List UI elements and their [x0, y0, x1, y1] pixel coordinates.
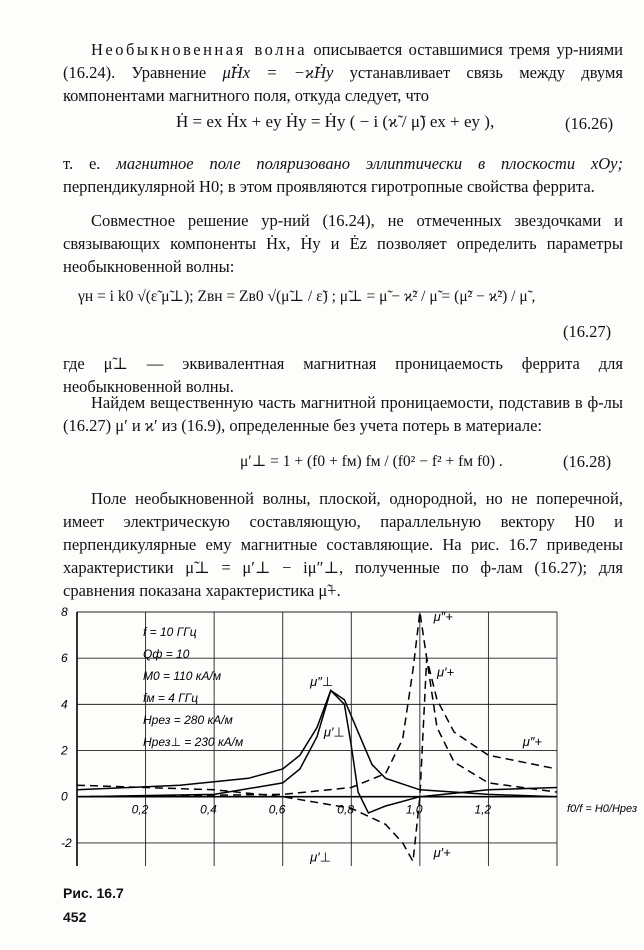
chart-ticks [60, 605, 491, 850]
curve-label: μ″+ [522, 733, 543, 749]
equation-number-16-27: (16.27) [563, 322, 612, 341]
curve-label: μ′⊥ [323, 724, 345, 740]
y-tick-label: 8 [61, 605, 68, 619]
equation-16-28: μ′⊥ = 1 + (f0 + fм) fм / (f0² − f² + fм f0) . [240, 453, 503, 470]
y-tick-label: 4 [61, 697, 68, 712]
y-tick-label: -2 [61, 835, 72, 850]
paragraph-4: где μ̃⊥ — эквивалентная магнитная проницаемость феррита для необыкновенной волны. [63, 354, 623, 396]
equation-16-26: Ḣ = ex Ḣx + ey Ḣy = Ḣy ( − i (ϰ̃ / μ̃) ex + ey ), [176, 112, 495, 131]
page-number: 452 [63, 909, 87, 925]
x-tick-label: 0,8 [337, 802, 354, 817]
x-tick-label: 0,6 [268, 802, 286, 817]
equation-number-16-28: (16.28) [563, 452, 612, 471]
chart-parameters [143, 625, 243, 749]
equation-16-27: γн = i k0 √(ε̃ μ̃⊥); Zвн = Zв0 √(μ̃⊥ / ε̃) ; μ̃⊥ = μ̃ − ϰ̃² / μ̃ = (μ̃² − ϰ̃²) / μ̃ , [78, 288, 536, 305]
italic-statement: магнитное поле поляризовано эллиптически в плоскости xOy; [116, 154, 623, 173]
inline-formula: μ̃Ḣx = −ϰ̃Ḣy [222, 63, 334, 82]
chart-x-axis-label: f0/f = H0/Hрез [567, 803, 638, 815]
curve-label: μ′⊥ [310, 849, 332, 865]
y-tick-label: 6 [61, 651, 68, 666]
emphasis-text: Необыкновенная волна [91, 40, 308, 59]
curve-label: μ′+ [433, 844, 451, 860]
parameter-label: M0 = 110 кА/м [143, 669, 222, 683]
parameter-label: Hрез⊥ = 230 кА/м [143, 735, 244, 749]
parameter-label: f = 10 ГГц [143, 625, 197, 639]
paragraph-5: Найдем вещественную часть магнитной проницаемости, подставив в ф-лы (16.27) μ′ и ϰ′ из (16.9), определенные без учета потерь в материале: [63, 393, 623, 435]
parameter-label: Hрез = 280 кА/м [143, 713, 233, 727]
curve-label: μ′+ [437, 664, 455, 680]
x-tick-label: 0,2 [131, 802, 149, 817]
figure-caption: Рис. 16.7 [63, 885, 124, 901]
y-tick-label: 0 [61, 789, 68, 804]
figure-16-7-chart [55, 598, 638, 898]
parameter-label: fм = 4 ГГц [143, 691, 199, 705]
curve-label: μ″+ [433, 609, 453, 625]
paragraph-6: Поле необыкновенной волны, плоской, однородной, но не поперечной, имеет электрическую составляющую, параллельную вектору H0 и перпендикулярные ему магнитные составляющие. На рис. 16.7 приведены характеристики μ̃⊥ = μ′⊥ − iμ″⊥, полученные по ф-лам (16.27); для сравнения показана характеристика μ̃+. [63, 489, 623, 600]
paragraph-1: Необыкновенная волна описывается оставшимися тремя ур-ниями (16.24). Уравнение μ̃Ḣx = −ϰ̃Ḣy устанавливает связь между двумя компонентами магнитного поля, откуда следует, что [63, 40, 623, 105]
equation-number-16-26: (16.26) [565, 114, 614, 133]
paragraph-3: Совместное решение ур-ний (16.24), не отмеченных звездочками и связывающих компоненты Ḣx, Ḣy и Ėz позволяет определить параметры необыкновенной волны: [63, 211, 623, 276]
parameter-label: Qф = 10 [143, 647, 190, 661]
x-tick-label: 1,2 [474, 802, 492, 817]
curve-label: μ″⊥ [310, 673, 334, 689]
x-tick-label: 0,4 [200, 802, 217, 817]
x-tick-label: 1,0 [405, 802, 423, 817]
y-tick-label: 2 [61, 743, 68, 758]
paragraph-2: т. е. магнитное поле поляризовано эллиптически в плоскости xOy; перпендикулярной H0; в этом проявляются гиротропные свойства феррита. [63, 154, 623, 196]
